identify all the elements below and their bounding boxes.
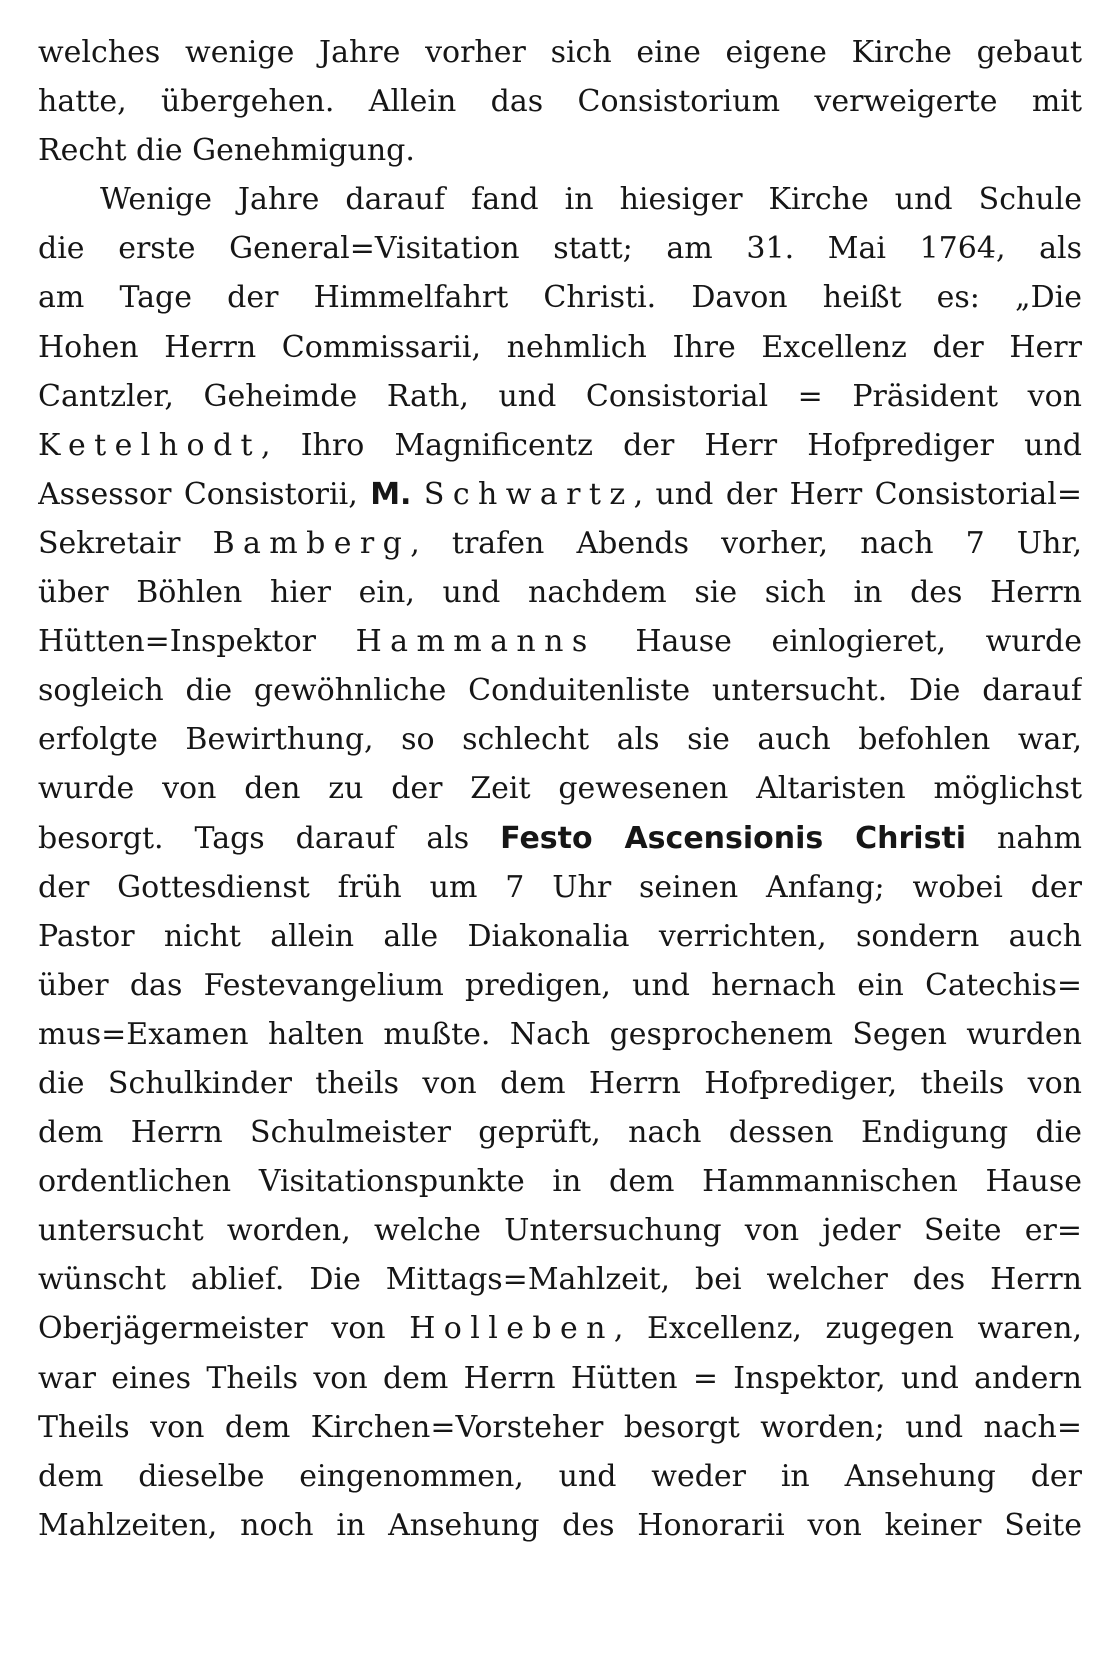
text-line: mus=Examen halten mußte. Nach gesprochenem Segen wurden [38, 1016, 1082, 1052]
text-run: , und der Herr Consistorial= [633, 476, 1082, 512]
text-line: Mahlzeiten, noch in Ansehung des Honorarii von keiner Seite [38, 1507, 1082, 1543]
text-line [38, 421, 1082, 470]
text-run: Oberjägermeister von [38, 1311, 410, 1347]
text-line: sogleich die gewöhnliche Conduitenliste untersucht. Die darauf [38, 673, 1082, 709]
text-line: Pastor nicht allein alle Diakonalia verrichten, sondern auch [38, 918, 1082, 954]
text-line: wünscht ablief. Die Mittags=Mahlzeit, bei welcher des Herrn [38, 1262, 1082, 1298]
name-ketelhodt: Ketelhodt [38, 427, 262, 463]
text-line [38, 617, 1082, 666]
text-line: Theils von dem Kirchen=Vorsteher besorgt worden; und nach= [38, 1409, 1082, 1445]
text-line [38, 519, 1082, 568]
text-line: wurde von den zu der Zeit gewesenen Altaristen möglichst [38, 771, 1082, 807]
text-run: nahm [966, 820, 1082, 856]
name-hammanns: Hammanns [355, 624, 596, 660]
text-run: Hütten=Inspektor [38, 624, 356, 660]
text-line [38, 470, 1082, 519]
text-line: Cantzler, Geheimde Rath, und Consistorial = Präsident von [38, 378, 1082, 414]
paragraph-1 [38, 28, 1082, 175]
text-line: hatte, übergehen. Allein das Consistorium verweigerte mit [38, 84, 1082, 120]
text-line: über das Festevangelium predigen, und hernach ein Catechis= [38, 967, 1082, 1003]
text-run: , Excellenz, zugegen waren, [613, 1311, 1082, 1347]
text-line: Recht die Genehmigung. [38, 133, 415, 169]
text-line [38, 814, 1082, 863]
initial-m: M. [370, 476, 412, 512]
text-run: besorgt. Tags darauf als [38, 820, 501, 856]
document-page [38, 28, 1082, 1550]
text-line: am Tage der Himmelfahrt Christi. Davon heißt es: „Die [38, 280, 1082, 316]
text-line: der Gottesdienst früh um 7 Uhr seinen Anfang; wobei der [38, 869, 1082, 905]
text-run: , Ihro Magnificentz der Herr Hofprediger und [261, 427, 1082, 463]
text-run: Assessor Consistorii, [38, 476, 371, 512]
name-bamberg: Bamberg [212, 525, 411, 561]
text-line: Hohen Herrn Commissarii, nehmlich Ihre Excellenz der Herr [38, 329, 1082, 365]
text-line: die erste General=Visitation statt; am 31. Mai 1764, als [38, 231, 1082, 267]
text-line [38, 1304, 1082, 1353]
text-line: welches wenige Jahre vorher sich eine eigene Kirche gebaut [38, 35, 1082, 70]
text-line: über Böhlen hier ein, und nachdem sie sich in des Herrn [38, 575, 1082, 611]
name-holleben: Holleben [409, 1311, 614, 1347]
text-line: dem dieselbe eingenommen, und weder in Ansehung der [38, 1458, 1082, 1494]
text-run: Sekretair [38, 525, 213, 561]
text-run: Hause einlogieret, wurde [595, 624, 1082, 660]
text-line: dem Herrn Schulmeister geprüft, nach dessen Endigung die [38, 1115, 1082, 1151]
text-line: erfolgte Bewirthung, so schlecht als sie auch befohlen war, [38, 722, 1082, 758]
name-schwartz: Schwartz [423, 476, 634, 512]
latin-phrase: Festo Ascensionis Christi [500, 820, 967, 856]
text-line: Wenige Jahre darauf fand in hiesiger Kirche und Schule [100, 182, 1082, 218]
text-line: untersucht worden, welche Untersuchung von jeder Seite er= [38, 1213, 1082, 1249]
text-run: , trafen Abends vorher, nach 7 Uhr, [410, 525, 1082, 561]
text-line: war eines Theils von dem Herrn Hütten = Inspektor, und andern [38, 1360, 1082, 1396]
text-line: die Schulkinder theils von dem Herrn Hofprediger, theils von [38, 1065, 1082, 1101]
paragraph-2 [38, 175, 1082, 1550]
text-line: ordentlichen Visitationspunkte in dem Hammannischen Hause [38, 1164, 1082, 1200]
